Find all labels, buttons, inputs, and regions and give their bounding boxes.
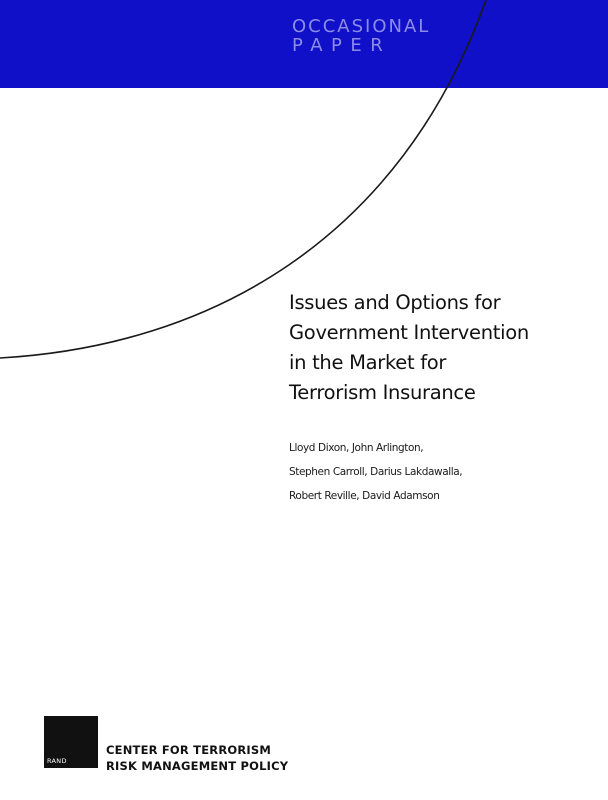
title-line: Issues and Options for [289,291,501,314]
series-label-line1: OCCASIONAL [292,16,431,37]
series-label [292,18,452,55]
document-title [289,288,589,408]
author-line: Lloyd Dixon, John Arlington, [289,442,424,454]
center-name [106,742,288,774]
center-name-line: RISK MANAGEMENT POLICY [106,759,289,773]
rand-logo-text: RAND [47,757,67,765]
author-list [289,436,589,508]
series-label-line2: PAPER [292,35,392,56]
author-line: Stephen Carroll, Darius Lakdawalla, [289,466,463,478]
title-line: in the Market for [289,351,447,374]
title-line: Terrorism Insurance [289,381,476,404]
rand-logo [44,716,98,768]
center-name-line: CENTER FOR TERRORISM [106,743,272,757]
title-line: Government Intervention [289,321,529,344]
author-line: Robert Reville, David Adamson [289,490,440,502]
